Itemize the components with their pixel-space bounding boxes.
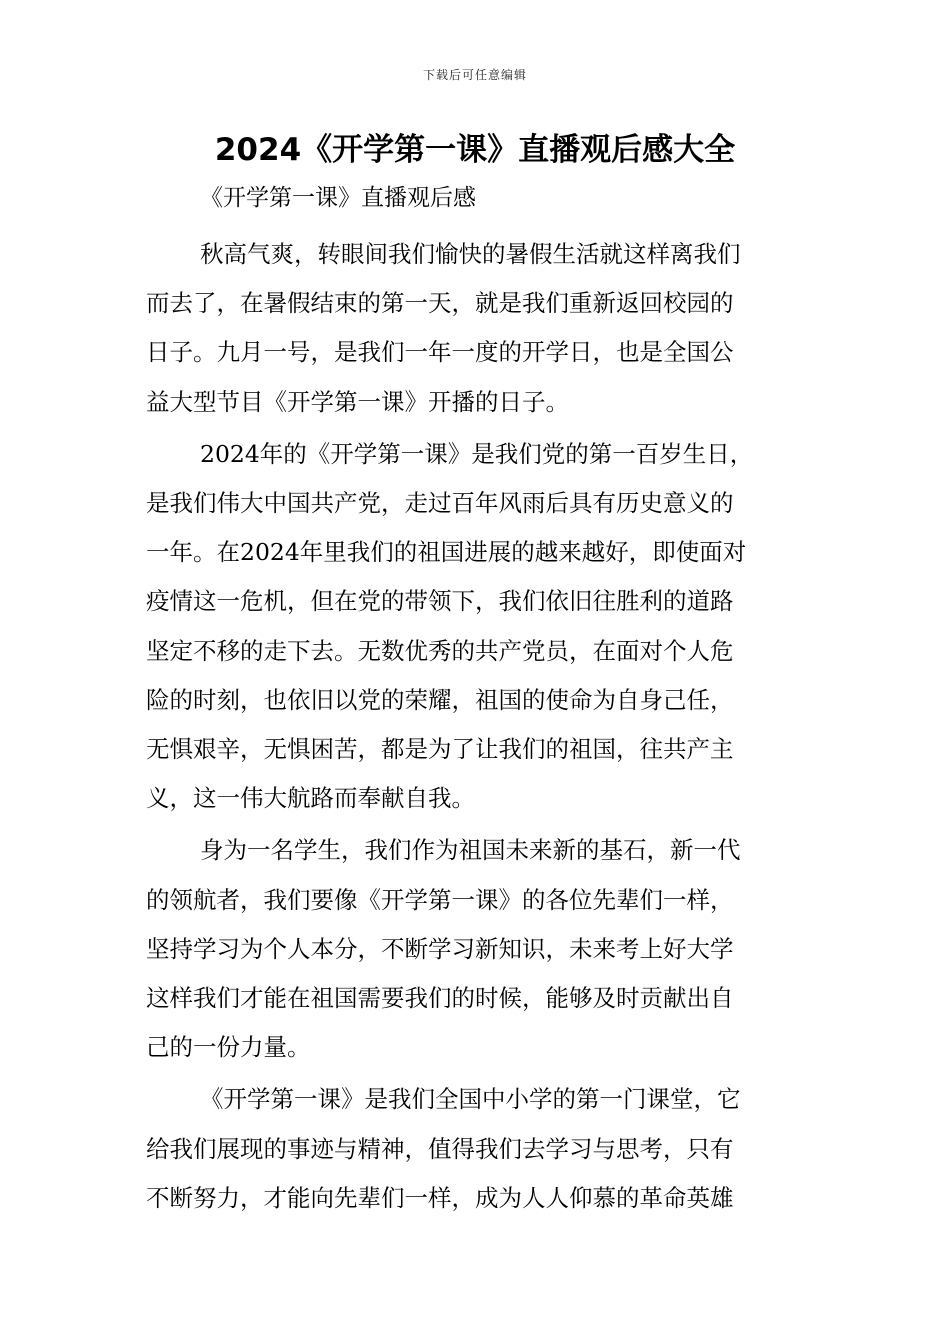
- page-header: 下载后可任意编辑: [422, 68, 527, 82]
- paragraph-line: 不断努力，才能向先辈们一样，成为人人仰慕的革命英雄: [146, 1183, 734, 1212]
- document-subtitle: 《开学第一课》直播观后感: [200, 185, 476, 211]
- paragraph-line: 是我们伟大中国共产党，走过百年风雨后具有历史意义的: [146, 489, 734, 518]
- paragraph-line: 益大型节目《开学第一课》开播的日子。: [146, 387, 569, 416]
- document-body: [146, 230, 810, 1223]
- paragraph-line: 疫情这一危机，但在党的带领下，我们依旧往胜利的道路: [146, 587, 734, 616]
- paragraph-line: 己的一份力量。: [146, 1033, 311, 1062]
- paragraph-line: 坚定不移的走下去。无数优秀的共产党员，在面对个人危: [146, 636, 734, 665]
- paragraph-line: 《开学第一课》是我们全国中小学的第一门课堂，它: [200, 1085, 741, 1114]
- paragraph-line: 义，这一伟大航路而奉献自我。: [146, 784, 475, 813]
- paragraph-line: 这样我们才能在祖国需要我们的时候，能够及时贡献出自: [146, 984, 734, 1013]
- paragraph-line: 无惧艰辛，无惧困苦，都是为了让我们的祖国，往共产主: [146, 735, 734, 764]
- document-title: 2024《开学第一课》直播观后感大全: [214, 132, 736, 168]
- paragraph-line: 而去了，在暑假结束的第一天，就是我们重新返回校园的: [146, 289, 734, 318]
- paragraph-line: 一年。在2024年里我们的祖国进展的越来越好，即使面对: [146, 538, 747, 567]
- paragraph-line: 2024年的《开学第一课》是我们党的第一百岁生日，: [200, 439, 754, 468]
- paragraph-line: 秋高气爽，转眼间我们愉快的暑假生活就这样离我们: [200, 240, 741, 268]
- paragraph-line: 日子。九月一号，是我们一年一度的开学日，也是全国公: [146, 338, 734, 367]
- paragraph-line: 坚持学习为个人本分，不断学习新知识，未来考上好大学: [146, 934, 734, 963]
- paragraph-line: 给我们展现的事迹与精神，值得我们去学习与思考，只有: [146, 1134, 734, 1163]
- paragraph-line: 险的时刻，也依旧以党的荣耀，祖国的使命为自身己任，: [146, 685, 734, 714]
- paragraph-line: 身为一名学生，我们作为祖国未来新的基石，新一代: [200, 836, 741, 865]
- paragraph-line: 的领航者，我们要像《开学第一课》的各位先辈们一样，: [146, 885, 734, 914]
